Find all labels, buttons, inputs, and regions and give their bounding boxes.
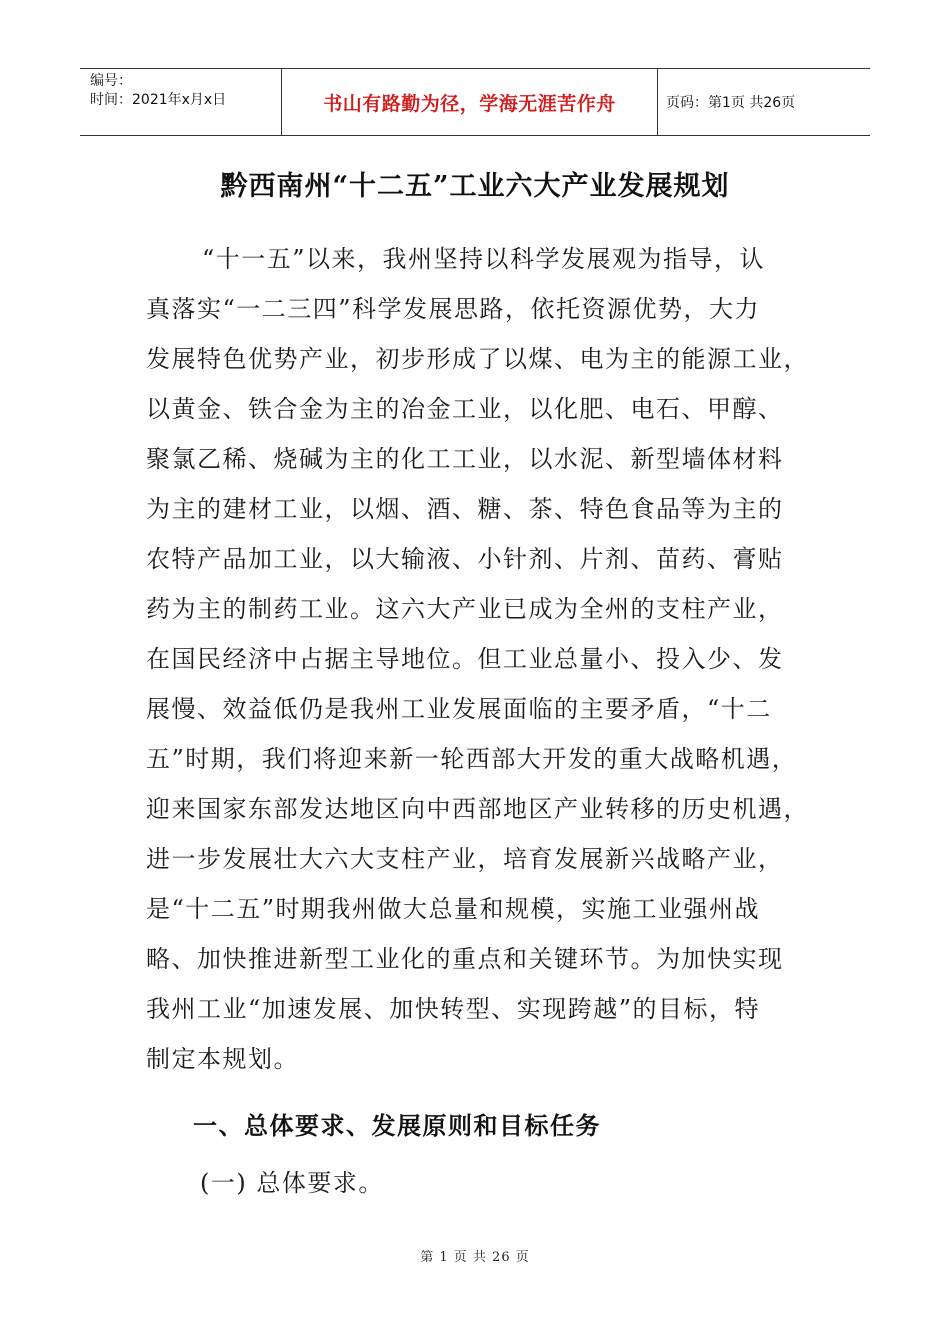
document-title: 黔西南州“十二五”工业六大产业发展规划: [220, 171, 730, 202]
motto-cell: [282, 69, 658, 135]
paragraph-line: 五”时期，我们将迎来新一轮西部大开发的重大战略机遇，: [146, 745, 798, 773]
paragraph-line: 展慢、效益低仍是我州工业发展面临的主要矛盾，“十二: [146, 695, 772, 723]
intro-paragraph: [146, 234, 809, 1084]
paragraph-line: 是“十二五”时期我州做大总量和规模，实施工业强州战: [146, 895, 761, 923]
time-label: 时间：2021年x月x日: [90, 92, 227, 108]
page-info-cell: [658, 69, 870, 135]
paragraph-line: 药为主的制药工业。这六大产业已成为全州的支柱产业，: [146, 595, 784, 623]
motto-text: 书山有路勤为径，学海无涯苦作舟: [323, 92, 616, 115]
header-meta-cell: [80, 69, 282, 135]
section-heading: 一、总体要求、发展原则和目标任务: [193, 1112, 601, 1140]
number-label: 编号：: [90, 73, 132, 89]
paragraph-line: 我州工业“加速发展、加快转型、实现跨越”的目标，特: [146, 995, 761, 1023]
paragraph-line: 进一步发展壮大六大支柱产业，培育发展新兴战略产业，: [146, 845, 784, 873]
header-table: [80, 68, 870, 136]
paragraph-line: 为主的建材工业，以烟、酒、糖、茶、特色食品等为主的: [146, 495, 784, 523]
paragraph-line: 制定本规划。: [146, 1045, 299, 1073]
paragraph-line: 农特产品加工业，以大输液、小针剂、片剂、苗药、膏贴: [146, 545, 784, 573]
page-footer: 第 1 页 共 26 页: [420, 1250, 530, 1265]
paragraph-line: 迎来国家东部发达地区向中西部地区产业转移的历史机遇，: [146, 795, 809, 823]
page-info-text: 页码：第1页 共26页: [666, 95, 796, 111]
paragraph-line: “十一五”以来，我州坚持以科学发展观为指导，认: [202, 245, 766, 273]
paragraph-line: 以黄金、铁合金为主的冶金工业，以化肥、电石、甲醇、: [146, 395, 784, 423]
paragraph-line: 略、加快推进新型工业化的重点和关键环节。为加快实现: [146, 945, 784, 973]
sub-heading: (一) 总体要求。: [200, 1169, 384, 1197]
paragraph-line: 真落实“一二三四”科学发展思路，依托资源优势，大力: [146, 295, 761, 323]
paragraph-line: 在国民经济中占据主导地位。但工业总量小、投入少、发: [146, 645, 784, 673]
paragraph-line: 聚氯乙稀、烧碱为主的化工工业，以水泥、新型墙体材料: [146, 445, 784, 473]
paragraph-line: 发展特色优势产业，初步形成了以煤、电为主的能源工业，: [146, 345, 809, 373]
